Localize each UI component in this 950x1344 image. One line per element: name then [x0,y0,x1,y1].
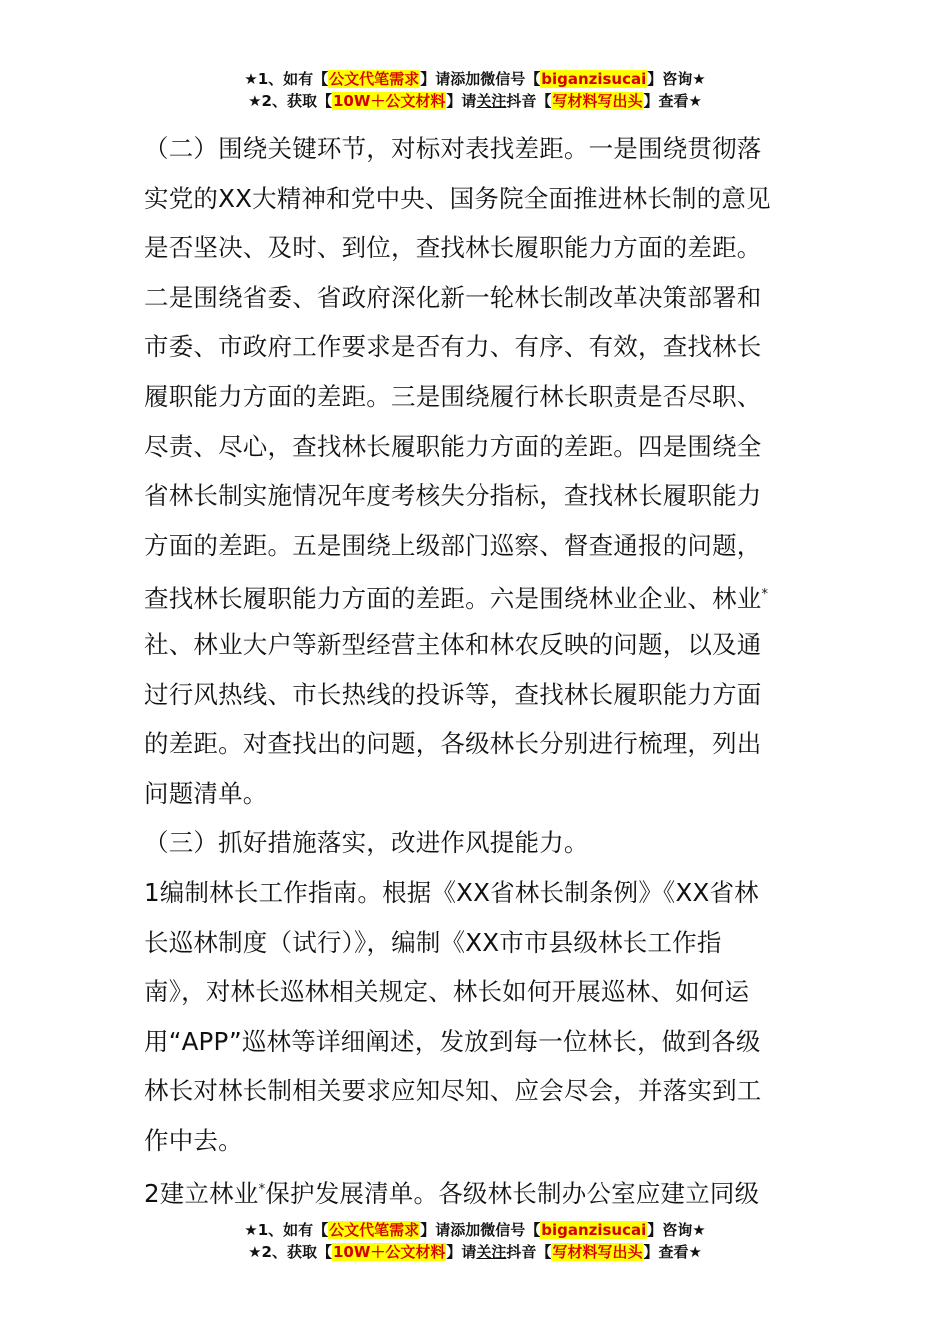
banner-text: ★1、如有【 [244,70,329,88]
banner-line-1 [0,68,950,90]
banner-highlight: 公文代笔需求 [329,1221,420,1239]
paragraph-line: 市委、市政府工作要求是否有力、有序、有效，查找林长 [144,332,762,362]
header-ad-banner [0,68,950,112]
banner-line-1 [0,1219,950,1241]
banner-text: 】咨询★ [647,1221,706,1239]
banner-highlight: 写材料写出头 [552,1243,643,1261]
document-body [144,124,810,1215]
paragraph-line: 作中去。 [144,1125,243,1155]
paragraph-line: 查找林长履职能力方面的差距。六是围绕林业企业、林业* [144,584,769,614]
banner-line-2 [0,1241,950,1263]
banner-text: 】请 [446,92,477,110]
paragraph-line: 长巡林制度（试行）》，编制《XX市市县级林长工作指 [144,927,722,957]
paragraph-line: （三）抓好措施落实，改进作风提能力。 [144,828,589,858]
paragraph-line: 1编制林长工作指南。根据《XX省林长制条例》《XX省林 [144,877,759,907]
paragraph-line: 南》，对林长巡林相关规定、林长如何开展巡林、如何运 [144,977,750,1007]
asterisk-mark: * [258,1182,266,1198]
paragraph-line: （二）围绕关键环节，对标对表找差距。一是围绕贯彻落 [144,134,762,163]
paragraph-line: 问题清单。 [144,778,268,808]
banner-highlight: 写材料写出头 [552,92,643,110]
banner-text: 抖音【 [506,1243,552,1261]
paragraph-line: 是否坚决、及时、到位，查找林长履职能力方面的差距。 [144,233,762,263]
banner-text: ★2、获取【 [248,1243,332,1261]
paragraph-line: 用“APP”巡林等详细阐述，发放到每一位林长，做到各级 [144,1026,761,1056]
banner-text: 】查看★ [643,1243,702,1261]
paragraph-line: 林长对林长制相关要求应知尽知、应会尽会，并落实到工 [144,1076,762,1106]
paragraph-line: 实党的XX大精神和党中央、国务院全面推进林长制的意见 [144,183,771,213]
paragraph-line: 方面的差距。五是围绕上级部门巡察、督查通报的问题， [144,530,762,560]
banner-highlight: 10W＋公文材料 [332,92,446,110]
banner-text: 】咨询★ [647,70,706,88]
banner-text: 】请添加微信号【 [420,70,541,88]
asterisk-mark: * [761,587,769,603]
banner-wechat-id: biganzisucai [541,1221,647,1239]
paragraph-line: 省林长制实施情况年度考核失分指标，查找林长履职能力 [144,481,762,511]
banner-line-2 [0,90,950,112]
banner-text: ★2、获取【 [248,92,332,110]
banner-highlight: 公文代笔需求 [329,70,420,88]
banner-wechat-id: biganzisucai [541,70,647,88]
banner-underlined: 关注 [476,1243,507,1261]
banner-highlight: 10W＋公文材料 [332,1243,446,1261]
banner-text: 】请添加微信号【 [420,1221,541,1239]
banner-text: 】查看★ [643,92,702,110]
paragraph-line: 尽责、尽心，查找林长履职能力方面的差距。四是围绕全 [144,431,762,461]
paragraph-line: 履职能力方面的差距。三是围绕履行林长职责是否尽职、 [144,381,762,411]
paragraph-line: 二是围绕省委、省政府深化新一轮林长制改革决策部署和 [144,282,762,312]
banner-text: 抖音【 [506,92,552,110]
paragraph-line: 的差距。对查找出的问题，各级林长分别进行梳理，列出 [144,729,762,759]
paragraph-line: 社、林业大户等新型经营主体和林农反映的问题，以及通 [144,629,762,659]
banner-underlined: 关注 [476,92,507,110]
footer-ad-banner [0,1219,950,1263]
paragraph-line: 过行风热线、市长热线的投诉等，查找林长履职能力方面 [144,679,762,709]
banner-text: 】请 [446,1243,477,1261]
paragraph-line: 2建立林业*保护发展清单。各级林长制办公室应建立同级 [144,1179,760,1209]
banner-text: ★1、如有【 [244,1221,329,1239]
